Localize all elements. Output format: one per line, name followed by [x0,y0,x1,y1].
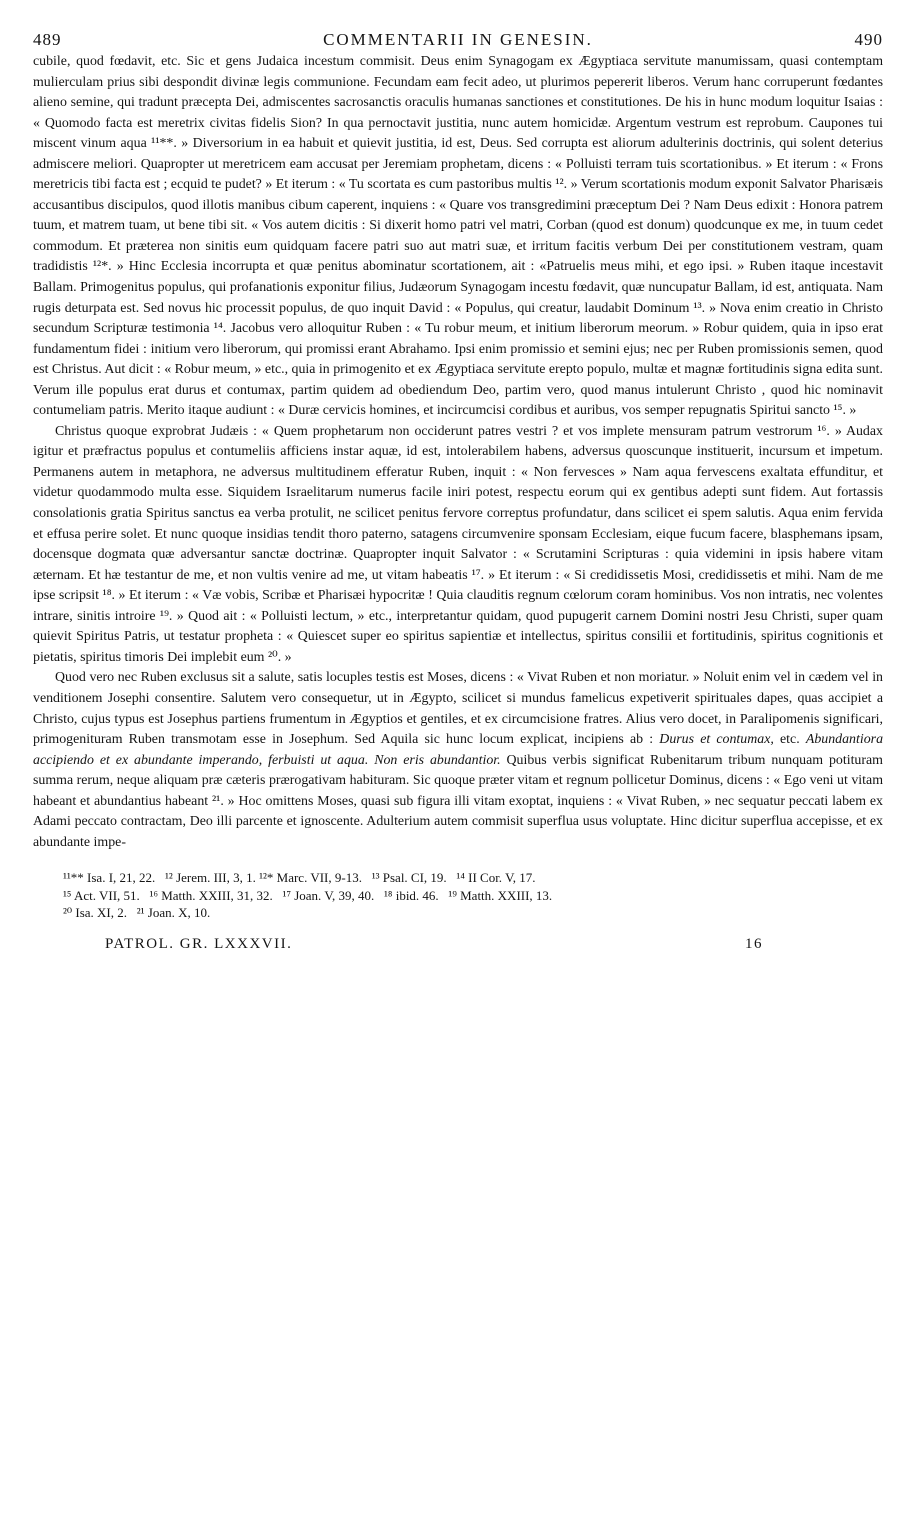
footnote-line: ²⁰ Isa. XI, 2. ²¹ Joan. X, 10. [63,905,211,921]
running-title: COMMENTARII IN GENESIN. [323,30,593,49]
italic-segment: Durus et contumax, [659,732,774,748]
text-segment: Quod vero nec Ruben exclusus sit a salute, satis locuples testis est Moses, dicens : « Vivat Ruben et non moriatur. » Noluit enim vel in cædem vel in venditionem Josephi consentire. Salutem vero consequetur, ut in Ægypto, scilicet si mundus famelicus expetiverit spirituales dapes, quas accipiet a Christo, cujus typus est Josephus partiens frumentum in Ægyptios et gentiles, et ex circumcisione fratres. Alius vero docet, in Paralipomenis significari, primogenituram Ruben transmotam esse in Josephum. Sed Aquila sic hunc locum explicat, incipiens ab : [33,670,883,748]
running-header [33,30,883,50]
footnotes [33,869,883,922]
paragraph [33,52,883,422]
text-segment: cubile, quod fœdavit, etc. Sic et gens Judaica incestum commisit. Deus enim Synagogam ex Ægyptiaca servitute manumissam, quasi contemptam mulierculam prius sibi despondit divinæ legis communione. Fecundam eam fecit adeo, ut plurimos pepererit liberos. Verum hanc corruperunt fœdantes alieno semine, qui tradunt præcepta Dei, admiscentes sacrosanctis oraculis humanas sanctiones et constitutiones. De his in hunc modum loquitur Isaias : « Quomodo facta est meretrix civitas fidelis Sion? In qua pernoctavit justitia, nunc autem homicidæ. Argentum vestrum est reprobum. Caupones tui miscent vinum aqua ¹¹**. » Diversorium in ea habuit et quievit justitia, id est, Deus. Sed corrupta est aliorum adulterinis doctrinis, qui solent deterius admiscere meliori. Quapropter ut meretricem eam accusat per Jeremiam prophetam, dicens : « Polluisti terram tuis scortationibus. » Et iterum : « Frons meretricis tibi facta est ; ecquid te pudet? » Et iterum : « Tu scortata es cum pastoribus multis ¹². » Verum scortationis modum exponit Salvator Pharisæis accusantibus discipulos, quod illotis manibus cibum caperent, inquiens : « Quare vos transgredimini præceptum Dei ? Nam Deus edixit : Honora patrem tuum, et matrem tuam, ut bene tibi sit. « Vos autem dicitis : Si dixerit homo patri vel matri, Corban (quod est donum) quodcunque ex me, in tuum cedet commodum. Et præterea non sinitis eum quidquam facere patri suo aut matri suæ, et irritum facitis verbum Dei per constitutionem vestram, quam tradidistis ¹²*. » Hinc Ecclesia incorrupta et quæ penitus abominatur scortationem, ait : «Patruelis meus mihi, et ego ipsi. » Ruben itaque incestavit Ballam. Primogenitus populus, qui profanationis exponitur filius, Judæorum Synagogam incestu fœdavit, quæ nuncupatur Ballam, id est, antiquata. Nam rugis deturpata est. Sed novus hic processit populus, de quo inquit David : « Populus, qui creatur, laudabit Dominum ¹³. » Nova enim creatio in Christo secundum Scripturæ testimonia ¹⁴. Jacobus vero alloquitur Ruben : « Tu robur meum, et initium liberorum meorum. » Robur quidem, quia in ipso erat fundamentum fidei : initium vero liberorum, qui promissi erant Abrahamo. Ipsi enim promissio et semini ejus; nec per Ruben promissionis semen, quod est Christus. Aut dicit : « Robur meum, » etc., quia in primogenito et ex Ægyptiaca servitute erepto populo, multæ et magnæ fortitudinis signa edita sunt. Verum ille populus erat durus et contumax, partim quidem ad obediendum Deo, partim vero, quod manus intulerunt Christo , quod hic nominavit contumeliam patris. Merito itaque audiunt : « Duræ cervicis homines, et incircumcisi cordibus et auribus, vos semper repugnatis Spiritui sancto ¹⁵. » [33,54,883,419]
sheet-number: 16 [745,935,763,952]
text-segment: etc. [773,732,806,748]
paragraph [33,668,883,853]
page [33,30,883,953]
main-text [33,52,883,853]
text-segment: Christus quoque exprobrat Judæis : « Quem prophetarum non occiderunt patres vestri ? et vos implete mensuram patrum vestrorum ¹⁶. » Audax igitur et præfractus populus et contumeliis afficiens instar aquæ, id est, intolerabilem habens, adversus quoscunque instituerit, incursum et impetum. Permanens autem in metaphora, ne adversus multitudinem efferatur Ruben, inquit : « Non fervesces » Nam aqua fervescens exaltata effunditur, et videtur quodammodo multa esse. Siquidem Israelitarum numerus facile iniri potest, respectu eorum qui ex gentibus adepti sunt fidem. Aut fortassis consolationis gratia Spiritus sanctus ea verba protulit, ne scilicet penitus fervore correptus profundatur, dans scilicet ei spem salutis. Aqua enim fervida et effusa perire solet. Et nunc quoque insidias tendit thoro paterno, satagens circumvenire sponsam Ecclesiam, eique fucum facere, blasphemans ipsam, docensque dogmata quæ adversantur sanctæ doctrinæ. Quapropter inquit Salvator : « Scrutamini Scripturas : quia videmini in ipsis habere vitam æternam. Et hæ testantur de me, et non vultis venire ad me, ut vitam habeatis ¹⁷. » Et iterum : « Si credidissetis Mosi, credidissetis et mihi. Nam de me ipse scripsit ¹⁸. » Et iterum : « Væ vobis, Scribæ et Pharisæi hypocritæ ! Quia clauditis regnum cœlorum coram hominibus. Vos non intratis, nec volentes intrare, sinitis introire ¹⁹. » Quod ait : « Polluisti lectum, » etc., interpretantur quidam, quod pupugerit carnem Domini nostri Jesu Christi, super quam quievit Spiritus Patris, ut testatur propheta : « Quiescet super eo spiritus sapientiæ et intellectus, spiritus consilii et fortitudinis, spiritus cognitionis et pietatis, spiritus timoris Dei implebit eum ²⁰. » [33,423,883,665]
footnote-line: ¹⁵ Act. VII, 51. ¹⁶ Matth. XXIII, 31, 32. ¹⁷ Joan. V, 39, 40. ¹⁸ ibid. 46. ¹⁹ Matth. XXIII, 13. [63,887,553,903]
page-footer [33,936,883,953]
paragraph [33,422,883,669]
page-number-right: 490 [854,30,883,49]
volume-signature: PATROL. GR. LXXXVII. [105,935,293,952]
italic-segment: Abundantiora accipiendo et ex abundante imperando, ferbuisti ut aqua. Non eris abundantior. [33,732,884,768]
page-number-left: 489 [33,30,62,49]
footnote-line: ¹¹** Isa. I, 21, 22. ¹² Jerem. III, 3, 1. ¹²* Marc. VII, 9-13. ¹³ Psal. CI, 19. ¹⁴ II Cor. V, 17. [63,870,536,886]
text-segment: Quibus verbis significat Rubenitarum tribum nunquam potituram summa rerum, neque aliquam præ cæteris prærogativam habituram. Sic quoque præter vitam et regnum pollicetur Dominus, dicens : « Ego veni ut vitam habeant et abundantius habeant ²¹. » Hoc omittens Moses, quasi sub figura illi vitam exoptat, inquiens : « Vivat Ruben, » nec sequatur peccati labem ex Adami peccato contractam, Deo illi parcente et ignoscente. Adulterium autem commisit superflua usus voluptate. Hinc dicitur superflua accepisse, et ex abundante impe- [33,752,883,850]
